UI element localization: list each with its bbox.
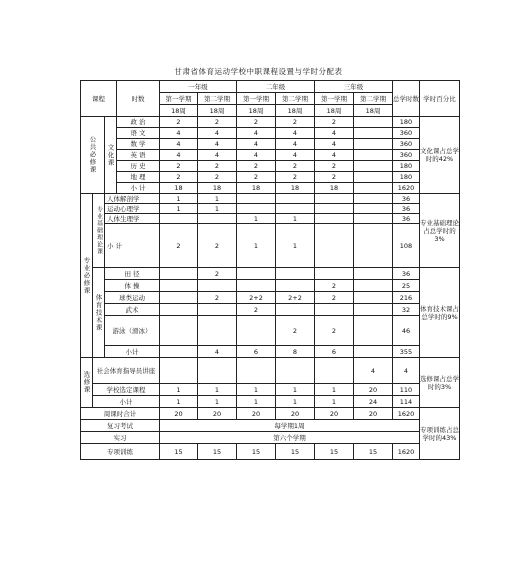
cell-value: 4 xyxy=(237,150,276,161)
header-ratio: 学时百分比 xyxy=(420,81,460,117)
cell-value xyxy=(315,268,354,280)
course-name: 政 治 xyxy=(117,117,160,128)
cell-value: 1 xyxy=(276,396,315,408)
cell-total: 114 xyxy=(393,396,420,408)
cell-value xyxy=(160,292,198,304)
cell-total: 25 xyxy=(393,280,420,292)
cell-total: 180 xyxy=(393,172,420,183)
cell-value xyxy=(354,172,393,183)
course-name: 学校选定课程 xyxy=(93,384,160,396)
cell-value: 8 xyxy=(276,346,315,358)
course-name: 游泳（滑冰） xyxy=(105,316,160,346)
cell-value: 1 xyxy=(237,214,276,224)
cell-value xyxy=(315,214,354,224)
header-grade1: 一年级 xyxy=(160,81,237,93)
course-name: 小计 xyxy=(105,346,160,358)
cell-value: 1 xyxy=(237,384,276,396)
cell-value: 4 xyxy=(315,150,354,161)
cell-total: 1620 xyxy=(393,408,420,420)
cell-value xyxy=(354,292,393,304)
cell-value: 20 xyxy=(237,408,276,420)
course-name: 武术 xyxy=(105,304,160,316)
row-label: 周课时合计 xyxy=(81,408,160,420)
cell-total: 36 xyxy=(393,204,420,214)
cell-value xyxy=(237,204,276,214)
group-elective: 选修课 xyxy=(81,358,93,408)
cell-value: 4 xyxy=(198,150,237,161)
cell-value: 20 xyxy=(354,408,393,420)
cell-value xyxy=(160,346,198,358)
cell-value: 4 xyxy=(276,128,315,139)
cell-value xyxy=(198,280,237,292)
cell-value xyxy=(354,268,393,280)
cell-value xyxy=(354,304,393,316)
cell-value: 4 xyxy=(354,358,393,384)
cell-value: 1 xyxy=(276,224,315,268)
cell-value: 1 xyxy=(160,384,198,396)
cell-value: 2+2 xyxy=(276,292,315,304)
course-name: 体 操 xyxy=(105,280,160,292)
row-label: 实习 xyxy=(81,432,160,444)
cell-value: 2 xyxy=(160,161,198,172)
cell-total: 1620 xyxy=(393,444,420,460)
cell-value: 4 xyxy=(198,139,237,150)
cell-value: 4 xyxy=(160,150,198,161)
cell-value xyxy=(354,280,393,292)
cell-value: 18 xyxy=(198,183,237,194)
cell-value: 2 xyxy=(237,117,276,128)
ratio-note: 选修课占总学时的3% xyxy=(420,358,460,408)
cell-value: 15 xyxy=(315,444,354,460)
cell-value xyxy=(160,304,198,316)
group-skill: 体育技术课 xyxy=(93,268,105,358)
cell-value: 2 xyxy=(276,172,315,183)
header-sem: 第一学期 xyxy=(160,93,198,105)
cell-value: 1 xyxy=(198,396,237,408)
cell-value: 24 xyxy=(354,396,393,408)
cell-value: 2 xyxy=(315,172,354,183)
cell-value: 4 xyxy=(160,139,198,150)
cell-value: 1 xyxy=(198,384,237,396)
cell-value: 1 xyxy=(276,214,315,224)
course-name: 人体生理学 xyxy=(105,214,160,224)
cell-value: 2 xyxy=(160,172,198,183)
cell-value xyxy=(354,204,393,214)
ratio-note: 体育技术课占总学时的9% xyxy=(420,268,460,358)
cell-total: 360 xyxy=(393,128,420,139)
cell-value: 15 xyxy=(160,444,198,460)
cell-value: 2 xyxy=(198,161,237,172)
cell-value xyxy=(315,224,354,268)
cell-value: 2 xyxy=(237,161,276,172)
course-name: 数 学 xyxy=(117,139,160,150)
cell-total: 180 xyxy=(393,117,420,128)
cell-total: 36 xyxy=(393,194,420,204)
cell-value: 4 xyxy=(198,128,237,139)
cell-value: 1 xyxy=(315,396,354,408)
cell-value: 4 xyxy=(315,139,354,150)
cell-value xyxy=(198,214,237,224)
ratio-note: 文化课占总学时的42% xyxy=(420,117,460,194)
group-public: 公共必修课 xyxy=(81,117,105,194)
cell-value: 2 xyxy=(198,117,237,128)
header-course: 课程 xyxy=(81,81,117,117)
cell-value: 18 xyxy=(315,183,354,194)
cell-value xyxy=(237,280,276,292)
row-text: 每学期1周 xyxy=(160,420,420,432)
cell-value xyxy=(237,268,276,280)
cell-value: 18 xyxy=(237,183,276,194)
course-name: 英 语 xyxy=(117,150,160,161)
curriculum-table xyxy=(80,80,460,460)
cell-value: 20 xyxy=(354,384,393,396)
header-sem: 第二学期 xyxy=(198,93,237,105)
cell-value xyxy=(276,358,315,384)
ratio-note: 专项训练占总学时的43% xyxy=(420,408,460,460)
cell-value xyxy=(160,268,198,280)
cell-value xyxy=(198,358,237,384)
cell-total: 360 xyxy=(393,139,420,150)
cell-value xyxy=(354,183,393,194)
cell-value: 18 xyxy=(160,183,198,194)
cell-total: 1620 xyxy=(393,183,420,194)
cell-value xyxy=(160,214,198,224)
cell-value xyxy=(276,304,315,316)
cell-total: 36 xyxy=(393,268,420,280)
cell-value: 2 xyxy=(198,268,237,280)
header-total: 总学时数 xyxy=(393,81,420,117)
cell-total: 110 xyxy=(393,384,420,396)
course-name: 小 计 xyxy=(105,224,160,268)
cell-value: 20 xyxy=(198,408,237,420)
cell-total: 4 xyxy=(393,358,420,384)
header-hours: 时数 xyxy=(117,81,160,117)
cell-value xyxy=(354,316,393,346)
cell-value: 2 xyxy=(276,117,315,128)
cell-value xyxy=(354,214,393,224)
header-weeks: 18周 xyxy=(276,105,315,117)
cell-total: 32 xyxy=(393,304,420,316)
cell-value: 2 xyxy=(276,316,315,346)
cell-value xyxy=(237,316,276,346)
cell-value xyxy=(276,204,315,214)
cell-value xyxy=(160,316,198,346)
cell-value: 20 xyxy=(315,408,354,420)
cell-value: 2 xyxy=(315,292,354,304)
cell-value: 20 xyxy=(276,408,315,420)
cell-value: 2 xyxy=(315,316,354,346)
cell-value: 4 xyxy=(276,139,315,150)
cell-value xyxy=(315,358,354,384)
cell-value xyxy=(354,139,393,150)
cell-value: 1 xyxy=(276,384,315,396)
row-label: 复习考试 xyxy=(81,420,160,432)
cell-value: 2 xyxy=(160,224,198,268)
header-sem: 第二学期 xyxy=(354,93,393,105)
cell-value: 2 xyxy=(198,172,237,183)
course-name: 社会体育指导员讲座 xyxy=(93,358,160,384)
cell-value xyxy=(315,204,354,214)
cell-value xyxy=(354,346,393,358)
cell-value xyxy=(315,194,354,204)
cell-value: 1 xyxy=(160,204,198,214)
header-weeks: 18周 xyxy=(237,105,276,117)
course-name: 田 径 xyxy=(105,268,160,280)
cell-value xyxy=(354,161,393,172)
cell-value: 4 xyxy=(198,346,237,358)
cell-value: 20 xyxy=(160,408,198,420)
cell-value: 15 xyxy=(237,444,276,460)
cell-value: 1 xyxy=(160,194,198,204)
row-label: 专项训练 xyxy=(81,444,160,460)
cell-value: 2 xyxy=(160,117,198,128)
cell-value: 1 xyxy=(315,384,354,396)
cell-value: 4 xyxy=(160,128,198,139)
cell-total: 355 xyxy=(393,346,420,358)
header-weeks: 18周 xyxy=(198,105,237,117)
cell-value: 15 xyxy=(354,444,393,460)
header-sem: 第二学期 xyxy=(276,93,315,105)
header-grade3: 三年级 xyxy=(315,81,393,93)
group-culture: 文化课 xyxy=(105,117,117,194)
group-theory: 专业基础理论课 xyxy=(93,194,105,268)
cell-value: 15 xyxy=(276,444,315,460)
course-name: 地 理 xyxy=(117,172,160,183)
cell-total: 360 xyxy=(393,150,420,161)
cell-value: 6 xyxy=(237,346,276,358)
cell-value xyxy=(276,280,315,292)
cell-value: 1 xyxy=(237,224,276,268)
group-major: 专业必修课 xyxy=(81,194,93,358)
cell-value: 1 xyxy=(237,396,276,408)
cell-value: 4 xyxy=(237,128,276,139)
cell-value xyxy=(354,128,393,139)
course-name: 人体解剖学 xyxy=(105,194,160,204)
cell-value xyxy=(160,280,198,292)
cell-value xyxy=(237,194,276,204)
cell-total: 36 xyxy=(393,214,420,224)
cell-value: 6 xyxy=(315,346,354,358)
cell-value: 1 xyxy=(198,194,237,204)
header-weeks: 18周 xyxy=(354,105,393,117)
cell-value: 2+2 xyxy=(237,292,276,304)
cell-value xyxy=(276,194,315,204)
cell-value xyxy=(237,358,276,384)
header-weeks: 18周 xyxy=(160,105,198,117)
cell-value xyxy=(354,224,393,268)
cell-value: 2 xyxy=(276,161,315,172)
cell-value: 2 xyxy=(198,224,237,268)
cell-value xyxy=(315,304,354,316)
course-name: 球类运动 xyxy=(105,292,160,304)
cell-total: 108 xyxy=(393,224,420,268)
cell-value: 4 xyxy=(315,128,354,139)
course-name: 语 文 xyxy=(117,128,160,139)
header-weeks: 18周 xyxy=(315,105,354,117)
course-name: 小 计 xyxy=(117,183,160,194)
page-title: 甘肃省体育运动学校中职课程设置与学时分配表 xyxy=(174,67,343,76)
cell-value: 2 xyxy=(315,280,354,292)
cell-value: 1 xyxy=(160,396,198,408)
cell-value xyxy=(276,268,315,280)
cell-value xyxy=(354,117,393,128)
cell-value xyxy=(198,316,237,346)
cell-total: 216 xyxy=(393,292,420,304)
cell-value: 15 xyxy=(198,444,237,460)
course-name: 运动心理学 xyxy=(105,204,160,214)
row-text: 第六个学期 xyxy=(160,432,420,444)
course-name: 小计 xyxy=(93,396,160,408)
cell-value: 2 xyxy=(237,172,276,183)
cell-value: 2 xyxy=(315,117,354,128)
header-sem: 第一学期 xyxy=(315,93,354,105)
course-name: 历 史 xyxy=(117,161,160,172)
cell-value xyxy=(160,358,198,384)
cell-value: 4 xyxy=(237,139,276,150)
cell-value xyxy=(354,194,393,204)
cell-value: 2 xyxy=(237,304,276,316)
cell-value xyxy=(354,150,393,161)
cell-value: 2 xyxy=(198,292,237,304)
cell-value xyxy=(198,304,237,316)
cell-value: 1 xyxy=(198,204,237,214)
cell-value: 4 xyxy=(276,150,315,161)
header-sem: 第一学期 xyxy=(237,93,276,105)
cell-value: 18 xyxy=(276,183,315,194)
header-grade2: 二年级 xyxy=(237,81,315,93)
ratio-note: 专业基础理论占总学时的3% xyxy=(420,194,460,268)
cell-value: 2 xyxy=(315,161,354,172)
cell-total: 46 xyxy=(393,316,420,346)
cell-total: 180 xyxy=(393,161,420,172)
